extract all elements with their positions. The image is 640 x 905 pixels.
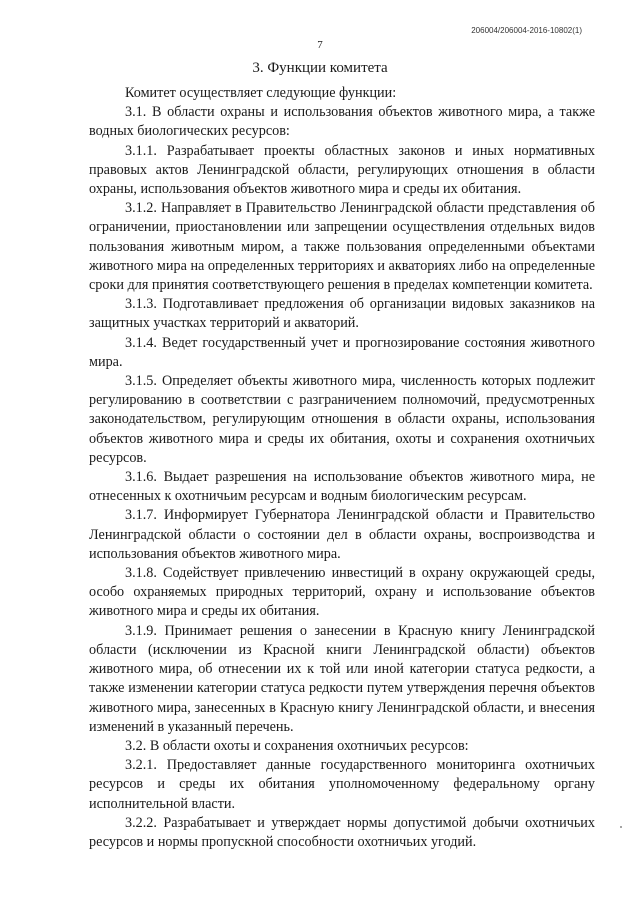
scan-speck xyxy=(620,826,622,828)
clause-3-2: 3.2. В области охоты и сохранения охотничьих ресурсов: xyxy=(125,737,469,754)
intro-paragraph: Комитет осуществляет следующие функции: xyxy=(125,85,397,101)
clause-3-1-4: 3.1.4. Ведет государственный учет и прогнозирование состояния животного мира. xyxy=(89,334,595,370)
clause-3-2-2: 3.2.2. Разрабатывает и утверждает нормы допустимой добычи охотничьих ресурсов и нормы пропускной способности охотничьих угодий. xyxy=(89,814,595,850)
document-id: 206004/206004-2016-10802(1) xyxy=(471,26,582,35)
page-number: 7 xyxy=(317,39,323,51)
section-title: 3. Функции комитета xyxy=(252,60,388,76)
clause-3-1-6: 3.1.6. Выдает разрешения на использование объектов животного мира, не отнесенных к охотничьим ресурсам и водным биологическим ресурсам. xyxy=(89,469,595,505)
clause-3-1-8: 3.1.8. Содействует привлечению инвестиций в охрану окружающей среды, особо охраняемых природных территорий, охрану и использование объектов животного мира и среды их обитания. xyxy=(89,565,595,620)
clause-3-1-3: 3.1.3. Подготавливает предложения об организации видовых заказников на защитных участках территорий и акваторий. xyxy=(89,296,595,332)
clause-3-1-2: 3.1.2. Направляет в Правительство Ленинградской области представления об ограничении, приостановлении или запрещении осуществления отдельных видов пользования животным миром, а также пользования определенными объектами животного мира на определенных территориях и акваториях либо на определенные сроки для принятия соответствующего решения в пределах компетенции комитета. xyxy=(89,200,595,294)
clause-3-1: 3.1. В области охраны и использования объектов животного мира, а также водных биологических ресурсов: xyxy=(89,104,595,140)
clause-3-1-9: 3.1.9. Принимает решения о занесении в Красную книгу Ленинградской области (исключении из Красной книги Ленинградской области) объектов животного мира, об отнесении их к той или иной категории статуса редкости, а также изменении категории статуса редкости путем утверждения перечня объектов животного мира, занесенных в Красную книгу Ленинградской области, и внесения изменений в указанный перечень. xyxy=(89,622,595,735)
clause-3-1-5: 3.1.5. Определяет объекты животного мира, численность которых подлежит регулированию в соответствии с разграничением полномочий, предусмотренных законодательством, регулирующим отношения в области охраны, использования объектов животного мира и среды их обитания, охоты и сохранения охотничьих ресурсов. xyxy=(89,373,595,466)
clause-3-2-1: 3.2.1. Предоставляет данные государственного мониторинга охотничьих ресурсов и среды их обитания уполномоченному федеральному органу исполнительной власти. xyxy=(89,757,595,812)
document-body xyxy=(89,84,595,852)
clause-3-1-1: 3.1.1. Разрабатывает проекты областных законов и иных нормативных правовых актов Ленинградской области, регулирующих отношения в области охраны, использования объектов животного мира и среды их обитания. xyxy=(89,142,595,198)
clause-3-1-7: 3.1.7. Информирует Губернатора Ленинградской области и Правительство Ленинградской области о состоянии дел в области охраны, воспроизводства и использования объектов животного мира. xyxy=(89,507,595,562)
